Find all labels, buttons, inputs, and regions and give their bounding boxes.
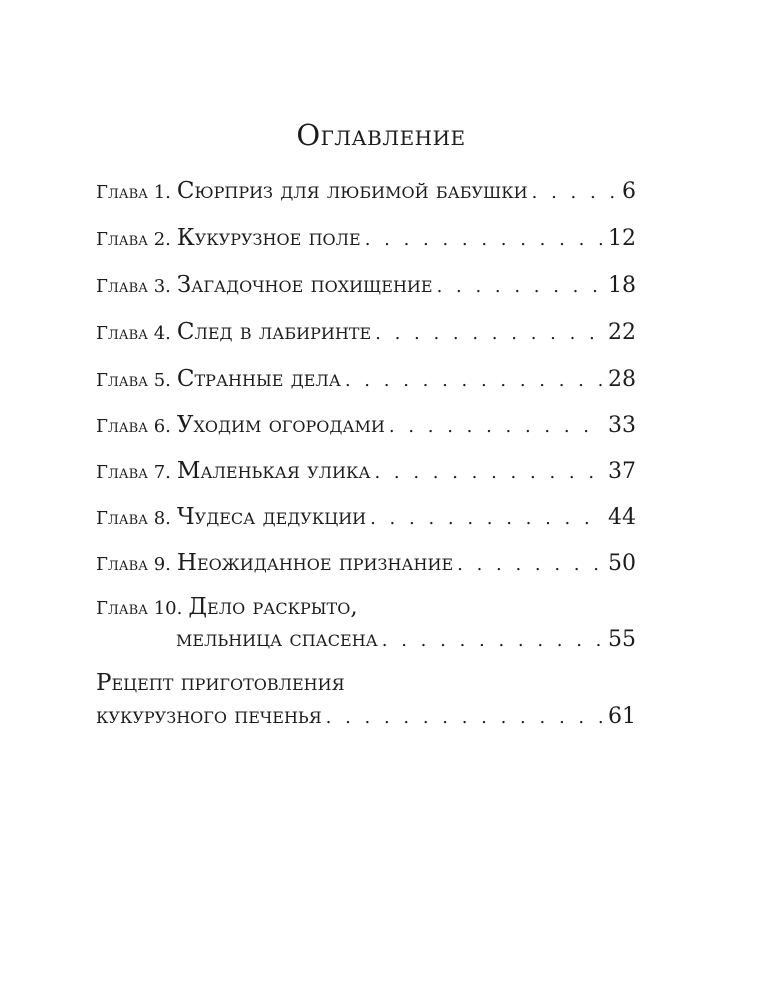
leader-dots: [532, 182, 618, 203]
toc-entry-1[interactable]: [96, 178, 636, 204]
leader-dots: [382, 630, 604, 651]
toc-entry-7[interactable]: [96, 458, 636, 484]
page-number: 12: [608, 226, 636, 251]
toc-entry-10-line2[interactable]: [176, 626, 636, 652]
page-number: 18: [608, 273, 636, 298]
chapter-label: Глава 5.: [96, 370, 171, 391]
chapter-label: Глава 8.: [96, 508, 171, 529]
toc-entry-2[interactable]: [96, 225, 636, 251]
toc-entry-5[interactable]: [96, 366, 636, 392]
chapter-title: Маленькая улика: [176, 458, 371, 484]
chapter-label: Глава 7.: [96, 462, 171, 483]
toc-entry-9[interactable]: [96, 550, 636, 576]
page-number: 33: [608, 413, 636, 438]
page-number: 28: [608, 367, 636, 392]
chapter-title: Чудеса дедукции: [176, 504, 367, 530]
recipe-title-line1[interactable]: Рецепт приготовления: [96, 670, 345, 696]
leader-dots: [375, 323, 604, 344]
chapter-title: Неожиданное признание: [176, 550, 454, 576]
chapter-title: Загадочное похищение: [176, 272, 433, 298]
chapter-label: Глава 10.: [96, 598, 183, 619]
chapter-label: Глава 6.: [96, 416, 171, 437]
chapter-title: След в лабиринте: [176, 319, 372, 345]
chapter-title: Странные дела: [176, 366, 341, 392]
toc-entry-8[interactable]: [96, 504, 636, 530]
chapter-title-line2: мельница спасена: [176, 626, 378, 652]
toc-entry-6[interactable]: [96, 412, 636, 438]
page-number: 61: [608, 704, 636, 729]
chapter-label: Глава 1.: [96, 182, 171, 203]
page-number: 55: [608, 627, 636, 652]
chapter-label: Глава 3.: [96, 276, 171, 297]
chapter-title: Кукурузное поле: [176, 225, 361, 251]
chapter-label: Глава 4.: [96, 323, 171, 344]
chapter-title-line1: Дело раскрыто,: [188, 594, 358, 620]
toc-entry-recipe[interactable]: [96, 703, 636, 729]
leader-dots: [326, 707, 604, 728]
toc-title: Оглавление: [296, 118, 466, 152]
page-number: 50: [608, 551, 636, 576]
page-number: 22: [608, 320, 636, 345]
leader-dots: [374, 462, 604, 483]
leader-dots: [365, 229, 604, 250]
chapter-label: Глава 9.: [96, 554, 171, 575]
leader-dots: [457, 554, 604, 575]
toc-entry-3[interactable]: [96, 272, 636, 298]
page-number: 44: [608, 505, 636, 530]
page-number: 6: [622, 179, 636, 204]
leader-dots: [370, 508, 604, 529]
leader-dots: [437, 276, 604, 297]
page-number: 37: [608, 459, 636, 484]
chapter-label: Глава 2.: [96, 229, 171, 250]
toc-entry-4[interactable]: [96, 319, 636, 345]
chapter-title: Уходим огородами: [176, 412, 385, 438]
leader-dots: [345, 370, 604, 391]
chapter-title: Сюрприз для любимой бабушки: [176, 178, 528, 204]
toc-entry-10-line1[interactable]: [96, 594, 636, 620]
leader-dots: [389, 416, 604, 437]
recipe-title-line2: кукурузного печенья: [96, 703, 322, 729]
